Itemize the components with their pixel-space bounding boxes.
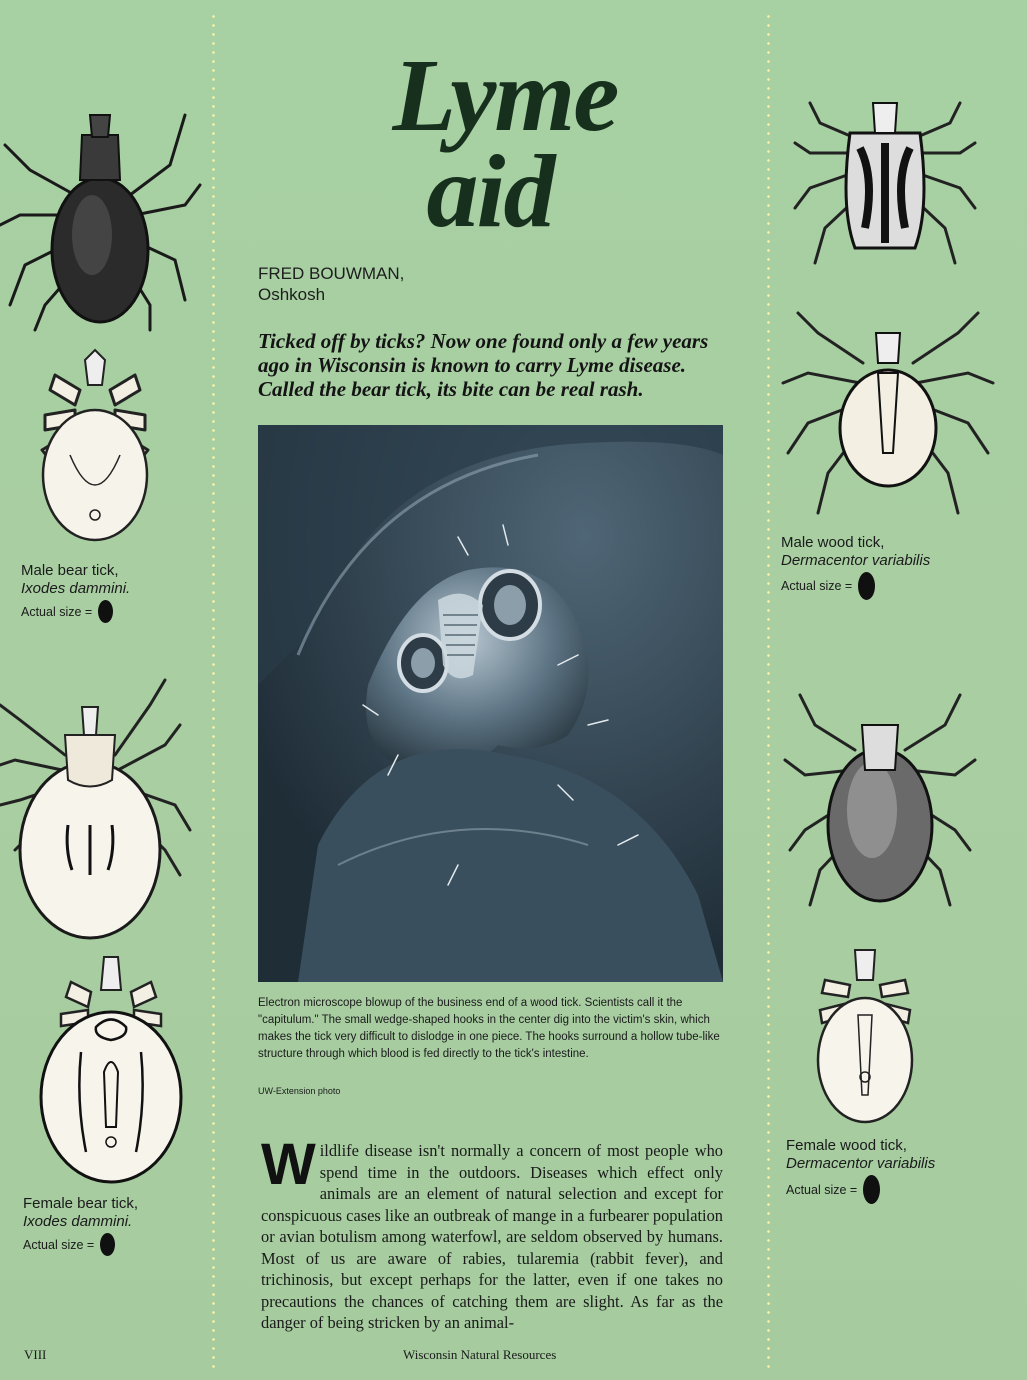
body-paragraph: ildlife disease isn't normally a concern of most people who spend time in the outdoors. Diseases which effect only animals are an element of natural selection and except for conspicuous cases like an outbreak of mange in a furbearer population or avian botulism among waterfowl, are seldom observed by humans. Most of us are aware of rabies, tularemia (rabbit fever), and trichinosis, but except perhaps for the latter, even if one takes no precautions the chances of catching them are slight. As far as the danger of being stricken by an animal- — [261, 1141, 723, 1332]
photo-caption: Electron microscope blowup of the business end of a wood tick. Scientists call it the "capitulum." The small wedge-shaped hooks in the center dig into the victim's skin, which makes the tick very difficult to dislodge in one piece. The hooks surround a hollow tube-like structure through which blood is fed directly to the tick's intestine. — [258, 997, 720, 1060]
dotted-divider-right — [767, 12, 770, 1372]
tick-illustration-wood-female-dorsal — [780, 690, 980, 930]
tick-species-name: Ixodes dammini. — [21, 580, 131, 597]
actual-size-row — [781, 572, 930, 600]
electron-microscope-photo — [258, 425, 723, 982]
photo-illustration — [258, 425, 723, 982]
article-title — [355, 38, 655, 249]
title-line-2: aid — [426, 134, 554, 249]
actual-size-label: Actual size = — [21, 604, 93, 619]
tick-label-male-wood — [781, 534, 930, 600]
byline — [258, 263, 404, 305]
tick-label-male-bear — [21, 562, 130, 623]
tick-common-name: Female bear tick, — [23, 1195, 139, 1212]
actual-size-dot — [100, 1233, 115, 1256]
actual-size-dot — [858, 572, 875, 600]
drop-cap: W — [261, 1132, 316, 1197]
page-number: VIII — [24, 1347, 47, 1362]
actual-size-label: Actual size = — [23, 1237, 95, 1252]
publication-name: Wisconsin Natural Resources — [403, 1347, 557, 1362]
tick-common-name: Female wood tick, — [786, 1137, 907, 1154]
actual-size-label: Actual size = — [781, 579, 853, 593]
tick-species-name: Ixodes dammini. — [23, 1213, 133, 1230]
title-line-1: Lyme — [392, 38, 618, 153]
tick-illustration-wood-male-ventral — [778, 303, 998, 523]
author-name: FRED BOUWMAN, — [258, 264, 405, 283]
tick-label-female-wood — [786, 1137, 935, 1204]
actual-size-label: Actual size = — [786, 1182, 858, 1197]
tick-illustration-bear-dorsal-dark — [0, 75, 210, 335]
dotted-divider-left — [212, 12, 215, 1372]
actual-size-row — [23, 1233, 138, 1256]
author-location: Oshkosh — [258, 285, 326, 304]
tick-illustration-bear-female-dorsal — [0, 665, 210, 940]
article-body — [261, 1132, 723, 1334]
tick-common-name: Male bear tick, — [21, 562, 119, 579]
tick-illustration-bear-ventral — [30, 345, 160, 545]
tick-illustration-wood-male-dorsal — [785, 88, 985, 278]
article-deck: Ticked off by ticks? Now one found only a few years ago in Wisconsin is known to carry Lyme disease. Called the bear tick, its bite can be real rash. — [258, 329, 709, 401]
tick-species-name: Dermacentor variabilis — [781, 552, 931, 569]
tick-illustration-bear-female-ventral — [36, 952, 186, 1184]
photo-credit: UW-Extension photo — [258, 1086, 341, 1096]
actual-size-row — [786, 1175, 935, 1204]
actual-size-dot — [863, 1175, 880, 1204]
tick-illustration-wood-female-ventral — [810, 945, 920, 1125]
tick-label-female-bear — [23, 1195, 138, 1256]
actual-size-dot — [98, 600, 113, 623]
tick-common-name: Male wood tick, — [781, 534, 885, 551]
actual-size-row — [21, 600, 130, 623]
tick-species-name: Dermacentor variabilis — [786, 1155, 936, 1172]
